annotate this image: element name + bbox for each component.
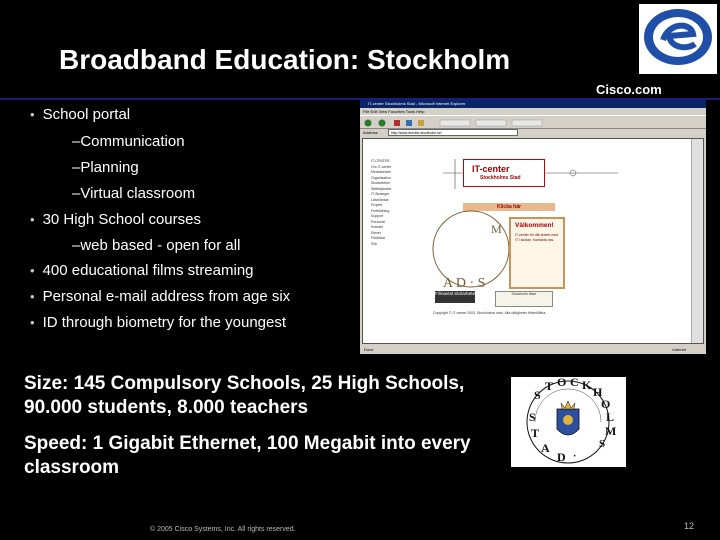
status-zone: Internet <box>672 347 686 352</box>
svg-text:M: M <box>491 222 502 236</box>
status-text: Done <box>364 347 374 352</box>
site-logo <box>463 159 545 187</box>
seal-graphic <box>511 377 626 467</box>
svg-text:O: O <box>601 397 611 411</box>
site-nav <box>371 159 427 247</box>
size-statement: Size: 145 Compulsory Schools, 25 High Schools, 90.000 students, 8.000 teachers <box>24 373 465 418</box>
nav-item[interactable]: Skolwebben <box>371 181 391 185</box>
nav-item[interactable]: Projekt <box>371 203 382 207</box>
svg-text:M: M <box>605 424 617 438</box>
welcome-text: IT-center för ditt arbete med IT i skolan. Kontakta oss. <box>515 233 559 242</box>
browser-screenshot <box>360 100 706 354</box>
site-subtitle: Stockholms Stad <box>480 175 521 181</box>
bullet-item: • 30 High School courses <box>30 211 201 228</box>
sub-bullet-item: –Communication <box>72 133 185 150</box>
nav-item[interactable]: Organisation <box>371 175 391 180</box>
site-copyright: Copyright © IT-center 2003. Stockholms stad. Alla rättigheter förbehållna. <box>433 311 547 315</box>
nav-item[interactable]: Fortbildning <box>371 208 390 213</box>
bullet-item: • ID through biometry for the youngest <box>30 314 287 331</box>
svg-text:D: D <box>557 450 566 464</box>
nav-item[interactable]: IT-Strateger <box>371 192 390 196</box>
nav-item[interactable]: Support <box>371 214 384 218</box>
nav-item[interactable]: IT-CENTER <box>371 159 390 163</box>
svg-text:O: O <box>557 377 567 389</box>
stockholms-stad-seal <box>511 377 626 467</box>
welcome-box <box>509 217 565 289</box>
nav-item[interactable]: Lärarlänkar <box>371 197 389 202</box>
sub-bullet-item: –Virtual classroom <box>72 185 196 202</box>
svg-text:H: H <box>593 385 603 399</box>
address-label: Address <box>363 130 378 135</box>
svg-text:S: S <box>599 438 606 450</box>
svg-text:A D · S: A D · S <box>443 276 486 289</box>
page-scrollbar[interactable] <box>691 139 704 343</box>
nav-item[interactable]: Personal <box>371 219 385 224</box>
nav-item[interactable]: Föräldrar <box>371 236 386 240</box>
welcome-heading: Välkommen! <box>515 222 554 229</box>
svg-text:A: A <box>541 441 550 455</box>
svg-text:S: S <box>529 410 536 424</box>
sub-bullet-item: –Planning <box>72 159 139 176</box>
site-name: IT-center <box>472 164 510 174</box>
sub-bullet-item: –web based - open for all <box>72 237 241 254</box>
svg-text:K: K <box>582 378 592 392</box>
ad-banner[interactable]: Stockholm läser <box>495 291 553 307</box>
browser-viewport <box>362 138 704 344</box>
address-bar <box>360 128 706 137</box>
nav-item[interactable]: Om IT-center <box>371 164 392 169</box>
browser-menubar: File Edit View Favorites Tools Help <box>363 109 425 114</box>
bullet-item: • Personal e-mail address from age six <box>30 288 291 305</box>
svg-text:L: L <box>606 410 615 424</box>
nav-item[interactable]: Elever <box>371 230 381 235</box>
svg-text:C: C <box>570 377 579 389</box>
browser-titlebar: IT-center Stockholms Stad - Microsoft Internet Explorer <box>360 100 706 108</box>
svg-text:·: · <box>573 451 577 462</box>
browser-statusbar <box>360 345 706 354</box>
nav-item[interactable]: Sök <box>371 241 378 246</box>
nav-item[interactable]: Medarbetare <box>371 170 391 174</box>
page-number: 12 <box>684 521 695 531</box>
copyright-footer: © 2005 Cisco Systems, Inc. All rights reserved. <box>150 526 296 533</box>
klicka-har-link[interactable]: Klicka här <box>463 203 555 211</box>
nav-item[interactable]: Kontakt <box>371 225 383 229</box>
svg-text:T: T <box>545 379 554 393</box>
svg-text:S: S <box>534 388 541 402</box>
bullet-item: • 400 educational films streaming <box>30 262 254 279</box>
stockholm-seal-watermark <box>431 209 511 289</box>
nav-item[interactable]: Webbtjänster <box>371 186 392 191</box>
browser-toolbar <box>360 115 706 129</box>
film-banner[interactable]: Filmavtal skolarbete <box>435 291 475 303</box>
cisco-brand: Cisco.com <box>596 82 662 97</box>
speed-statement: Speed: 1 Gigabit Ethernet, 100 Megabit into every classroom <box>24 433 471 478</box>
eurotechniko-logo <box>639 4 717 74</box>
slide-title: Broadband Education: Stockholm <box>59 44 511 75</box>
svg-text:T: T <box>531 426 540 440</box>
logo-graphic <box>639 4 717 74</box>
bullet-item: • School portal <box>30 106 131 123</box>
address-field[interactable]: http://www.itcenter.stockholm.se/ <box>388 129 518 136</box>
